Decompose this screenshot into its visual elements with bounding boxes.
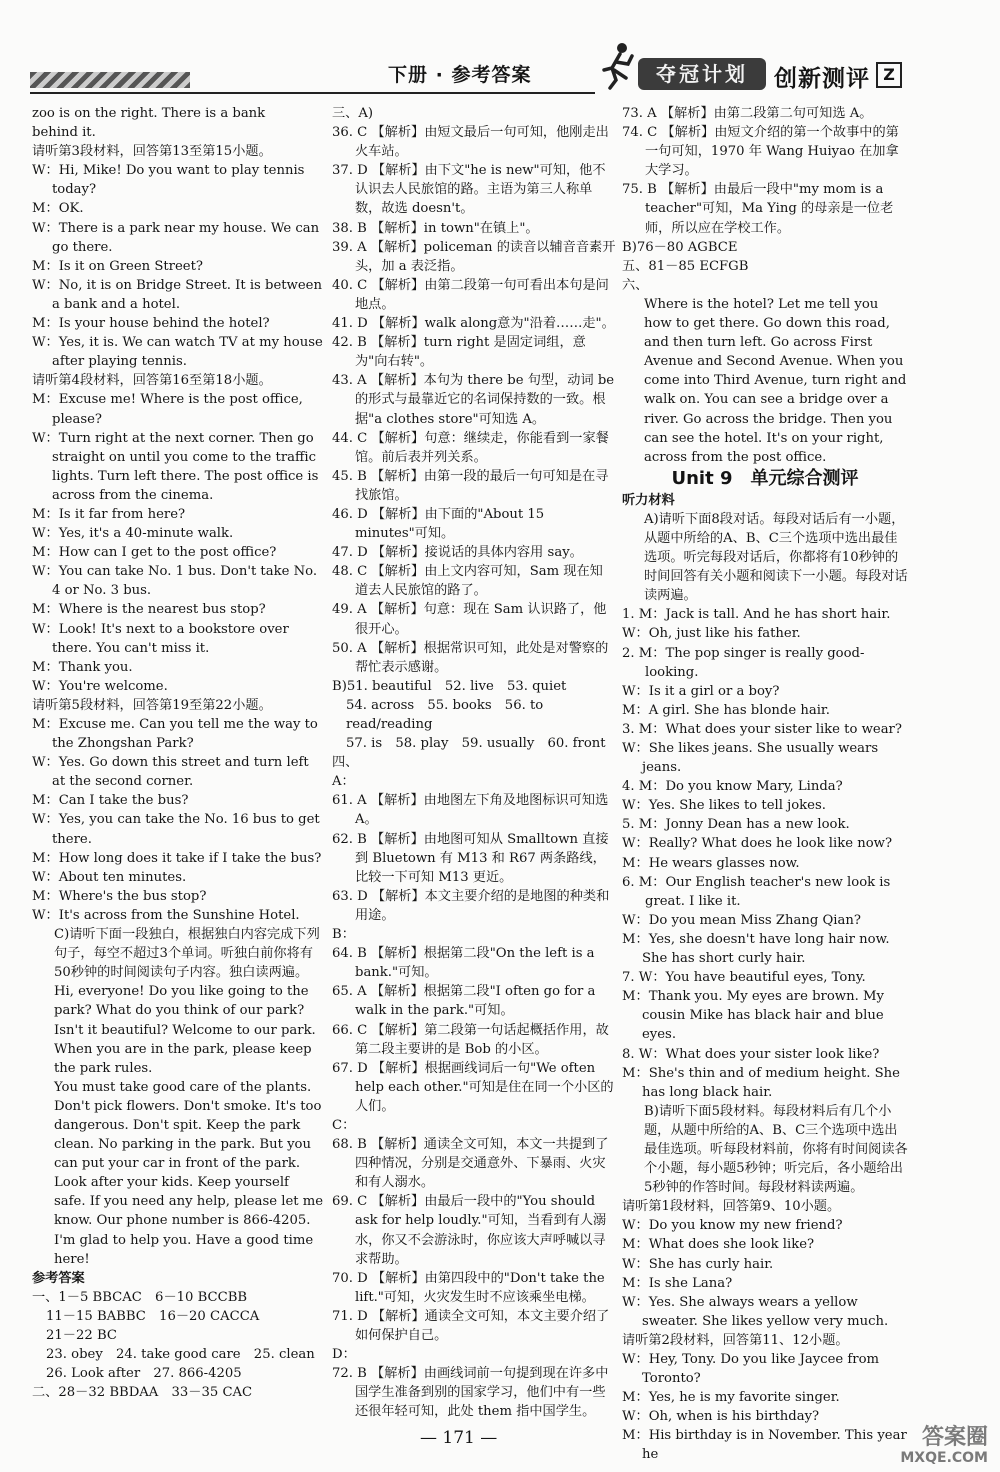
text-line: W：Do you know my new friend? xyxy=(622,1218,843,1234)
section-heading: 听力材料 xyxy=(622,492,675,508)
text-line: Hi, everyone! Do you like going to the park? What do you think of our park? Isn't it beautiful? Welcome to our park. When you are in the park, please keep the park rules. xyxy=(54,984,316,1076)
text-line: M：Can I take the bus? xyxy=(32,793,189,809)
text-line: 11－15 BABBC 16－20 CACCA xyxy=(46,1308,260,1324)
text-line: 47. D 【解析】接说话的具体内容用 say。 xyxy=(332,545,583,561)
text-line: 23. obey 24. take good care 25. clean xyxy=(46,1347,315,1363)
text-line: 26. Look after 27. 866-4205 xyxy=(46,1366,242,1382)
text-line: W：Yes, it is. We can watch TV at my house after playing tennis. xyxy=(32,335,323,370)
text-line: 六、 xyxy=(622,277,649,293)
brand-text: 创新测评 xyxy=(774,66,870,92)
header-stripe-decoration xyxy=(30,72,190,88)
text-line: 74. C 【解析】由短文介绍的第一个故事中的第一句可知，1970 年 Wang Huiyao 在加拿大学习。 xyxy=(622,125,899,179)
unit-heading: Unit 9 单元综合测评 xyxy=(671,467,859,489)
text-line: M：Excuse me! Where is the post office, please? xyxy=(32,392,303,427)
text-line: 40. C 【解析】由第二段第一句可看出本句是问地点。 xyxy=(332,277,609,312)
text-line: 69. C 【解析】由最后一段中的"You should ask for help loudly."可知，当看到有人溺水，你又不会游泳时，你应该大声呼喊以寻求帮助。 xyxy=(332,1194,607,1267)
text-line: 61. A 【解析】由地图左下角及地图标识可知选 A。 xyxy=(332,793,609,828)
text-line: 39. A 【解析】policeman 的读音以辅音音素开头，加 a 表泛指。 xyxy=(332,239,616,274)
header-rule xyxy=(30,92,595,94)
brand-logo-mark: Z xyxy=(876,62,902,88)
text-line: M：Is it on Green Street? xyxy=(32,258,203,274)
text-line: 54. across 55. books 56. to read/reading xyxy=(346,697,544,732)
text-line: M：Thank you. xyxy=(32,659,133,675)
text-line: M：A girl. She has blonde hair. xyxy=(622,702,830,718)
text-line: M：What does she look like? xyxy=(622,1237,815,1253)
text-line: W：Hi, Mike! Do you want to play tennis today? xyxy=(32,163,305,198)
text-line: M：Where's the bus stop? xyxy=(32,888,207,904)
text-line: W：Yes. Go down this street and turn left at the second corner. xyxy=(32,755,309,790)
text-line: 46. D 【解析】由下面的"About 15 minutes"可知。 xyxy=(332,506,545,542)
text-line: 请听第2段材料，回答第11、12小题。 xyxy=(622,1332,849,1348)
text-line: W：You can take No. 1 bus. Don't take No. 4 or No. 3 bus. xyxy=(32,564,318,599)
text-line: 71. D 【解析】通读全文可知，本文主要介绍了如何保护自己。 xyxy=(332,1308,610,1343)
text-line: 三、A) xyxy=(332,106,374,121)
text-line: M：Is your house behind the hotel? xyxy=(32,316,270,332)
text-line: 63. D 【解析】本文主要介绍的是地图的种类和用途。 xyxy=(332,888,610,923)
text-line: 2. M：The pop singer is really good-looking. xyxy=(622,645,865,680)
text-line: 一、1－5 BBCAC 6－10 BCCBB xyxy=(32,1289,248,1305)
text-line: M：How long does it take if I take the bus? xyxy=(32,850,322,866)
text-line: 7. W：You have beautiful eyes, Tony. xyxy=(622,970,866,986)
text-line: W：Look! It's next to a bookstore over there. You can't miss it. xyxy=(32,621,289,656)
text-line: M：Excuse me. Can you tell me the way to the Zhongshan Park? xyxy=(32,717,318,752)
text-line: 73. A 【解析】由第二段第二句可知选 A。 xyxy=(622,106,873,121)
text-line: C： xyxy=(332,1117,356,1133)
text-line: 44. C 【解析】句意：继续走，你能看到一家餐馆。前后表并列关系。 xyxy=(332,430,609,465)
text-line: W：Yes. She always wears a yellow sweater. She likes yellow very much. xyxy=(622,1294,889,1329)
text-line: 请听第4段材料，回答第16至第18小题。 xyxy=(32,373,272,389)
text-line: M：Thank you. My eyes are brown. My cousin Mike has black hair and blue eyes. xyxy=(622,989,884,1043)
text-line: 21－22 BC xyxy=(46,1328,117,1343)
text-line: 4. M：Do you know Mary, Linda? xyxy=(622,779,843,795)
text-line: B： xyxy=(332,927,355,943)
text-line: W：Oh, just like his father. xyxy=(622,626,801,642)
text-line: W：Hey, Tony. Do you like Jaycee from Toronto? xyxy=(622,1352,880,1387)
text-line: M：Where is the nearest bus stop? xyxy=(32,602,266,618)
text-line: You must take good care of the plants. Don't pick flowers. Don't smoke. It's too dangerous. Don't spit. Keep the park clean. No parking in the park. But you can put your car in front of the park. Look after your kids. Keep yourself safe. If you need any help, please let me know. Our phone number is 866-4205. I'm glad to help you. Have a good time here! xyxy=(54,1079,324,1267)
text-line: 请听第1段材料，回答第9、10小题。 xyxy=(622,1199,841,1215)
runner-icon xyxy=(600,40,636,90)
text-line: 64. B 【解析】根据第二段"On the left is a bank."可知。 xyxy=(332,946,595,981)
text-line: 5. M：Jonny Dean has a new look. xyxy=(622,817,850,833)
text-line: W：Turn right at the next corner. Then go straight on until you come to the traffic lights. Turn left there. The post office is across from the cinema. xyxy=(32,430,319,503)
text-line: zoo is on the right. There is a bank xyxy=(32,106,266,121)
text-line: 70. D 【解析】由第四段中的"Don't take the lift."可知，火灾发生时不应该乘坐电梯。 xyxy=(332,1270,605,1305)
text-line: 请听第3段材料，回答第13至第15小题。 xyxy=(32,144,272,160)
section-heading: 参考答案 xyxy=(32,1270,85,1286)
text-line: 1. M：Jack is tall. And he has short hair. xyxy=(622,607,891,623)
text-line: 66. C 【解析】第二段第一句话起概括作用，故第二段主要讲的是 Bob 的小区。 xyxy=(332,1022,609,1057)
brand-name-box: 夺冠计划 xyxy=(638,58,766,90)
watermark-line-1: 答案圈 xyxy=(921,1425,988,1450)
text-line: W：She has curly hair. xyxy=(622,1256,774,1272)
text-line: A)请听下面8段对话。每段对话后有一小题，从题中所给的A、B、C三个选项中选出最佳选项。听完每段对话后，你都将有10秒钟的时间回答有关小题和阅读下一小题。每段对话读两遍。 xyxy=(644,511,908,604)
text-line: W：You're welcome. xyxy=(32,678,168,694)
text-line: W：Yes. She likes to tell jokes. xyxy=(622,798,826,814)
text-line: 42. B 【解析】turn right 是固定词组，意为"向右转"。 xyxy=(332,335,586,370)
text-line: A： xyxy=(332,774,355,790)
page-header xyxy=(0,0,1000,96)
text-line: 41. D 【解析】walk along意为"沿着……走"。 xyxy=(332,316,615,332)
text-line: M：His birthday is in November. This year he xyxy=(622,1428,907,1463)
text-line: 四、 xyxy=(332,755,359,771)
text-line: 48. C 【解析】由上文内容可知，Sam 现在知道去人民旅馆的路了。 xyxy=(332,564,603,599)
text-line: W：There is a park near my house. We can go there. xyxy=(32,220,320,255)
text-column-middle xyxy=(332,104,616,1421)
text-line: M：Yes, he is my favorite singer. xyxy=(622,1390,840,1406)
text-line: W：Do you mean Miss Zhang Qian? xyxy=(622,912,861,928)
text-line: W：Yes, you can take the No. 16 bus to get there. xyxy=(32,812,320,847)
text-line: W：Really? What does he look like now? xyxy=(622,836,893,852)
text-line: 3. M：What does your sister like to wear? xyxy=(622,721,902,737)
text-line: 38. B 【解析】in town"在镇上"。 xyxy=(332,220,539,236)
text-line: M：How can I get to the post office? xyxy=(32,545,277,561)
text-line: 43. A 【解析】本句为 there be 句型，动词 be 的形式与最靠近它的名词保持数的一致。根据"a clothes store"可知选 A。 xyxy=(332,373,615,427)
text-line: B)请听下面5段材料。每段材料后有几个小题，从题中所给的A、B、C三个选项中选出最佳选项。听每段材料前，你将有时间阅读各个小题，每小题5秒钟；听完后，各小题给出5秒钟的作答时间。每段材料读两遍。 xyxy=(644,1103,908,1196)
text-line: 36. C 【解析】由短文最后一句可知，他刚走出火车站。 xyxy=(332,125,609,160)
text-line: W：Oh, when is his birthday? xyxy=(622,1409,820,1425)
page-number: — 171 — xyxy=(420,1428,498,1448)
text-line: W：Is it a girl or a boy? xyxy=(622,683,780,699)
text-line: 68. B 【解析】通读全文可知，本文一共提到了四种情况，分别是交通意外、下暴雨、火灾和有人溺水。 xyxy=(332,1137,609,1191)
text-line: M：Is it far from here? xyxy=(32,506,186,522)
text-line: M：Yes, she doesn't have long hair now. She has short curly hair. xyxy=(622,931,890,967)
text-line: D： xyxy=(332,1347,356,1363)
text-line: W：She likes jeans. She usually wears jeans. xyxy=(622,741,879,776)
text-line: M：She's thin and of medium height. She has long black hair. xyxy=(622,1065,900,1100)
text-line: 50. A 【解析】根据常识可知，此处是对警察的帮忙表示感谢。 xyxy=(332,640,609,675)
text-line: W：About ten minutes. xyxy=(32,869,187,885)
text-line: W：No, it is on Bridge Street. It is between a bank and a hotel. xyxy=(32,277,322,312)
text-line: 8. W：What does your sister look like? xyxy=(622,1046,880,1062)
header-title: 下册 · 参考答案 xyxy=(388,64,532,86)
text-line: 请听第5段材料，回答第19至第22小题。 xyxy=(32,697,272,713)
text-line: W：Yes, it's a 40-minute walk. xyxy=(32,526,234,542)
text-line: 72. B 【解析】由画线词前一句提到现在许多中国学生准备到别的国家学习，他们中有一些还很年轻可知，此处 them 指中国学生。 xyxy=(332,1366,609,1420)
text-line: C)请听下面一段独白，根据独白内容完成下列句子，每空不超过3个单词。听独白前你将有50秒钟的时间阅读句子内容。独白读两遍。 xyxy=(54,927,320,981)
text-line: M：He wears glasses now. xyxy=(622,855,800,871)
text-line: behind it. xyxy=(32,125,96,141)
text-line: W：It's across from the Sunshine Hotel. xyxy=(32,907,300,923)
text-line: 67. D 【解析】根据画线词后一句"We often help each other."可知是住在同一个小区的人们。 xyxy=(332,1060,614,1114)
text-line: 37. D 【解析】由下文"he is new"可知，他不认识去人民旅馆的路。主语为第三人称单数，故选 doesn't。 xyxy=(332,163,606,217)
text-line: 62. B 【解析】由地图可知从 Smalltown 直接到 Bluetown 有 M13 和 R67 两条路线，比较一下可知 M13 更近。 xyxy=(332,831,609,885)
text-line: 75. B 【解析】由最后一段中"my mom is a teacher"可知，Ma Ying 的母亲是一位老师，所以应在学校工作。 xyxy=(622,182,894,236)
text-line: M：Is she Lana? xyxy=(622,1275,733,1291)
text-line: 五、81－85 ECFGB xyxy=(622,258,749,274)
text-line: M：OK. xyxy=(32,201,84,217)
watermark-line-2: MXQE.COM xyxy=(900,1450,988,1466)
text-line: Where is the hotel? Let me tell you how to get there. Go down this road, and then turn left. Go across First Avenue and Second Avenue. When you come into Third Avenue, turn right and walk on. You can see a bridge over a river. Go across the bridge. Then you can see the hotel. It's on your right, across from the post office. xyxy=(644,296,907,465)
text-line: B)51. beautiful 52. live 53. quiet xyxy=(332,678,567,694)
text-column-left xyxy=(32,104,324,1402)
text-line: B)76－80 AGBCE xyxy=(622,239,738,255)
text-line: 45. B 【解析】由第一段的最后一句可知是在寻找旅馆。 xyxy=(332,468,609,503)
watermark-logo xyxy=(828,1425,988,1470)
text-line: 65. A 【解析】根据第二段"I often go for a walk in the park."可知。 xyxy=(332,984,596,1019)
text-line: 57. is 58. play 59. usually 60. front xyxy=(346,736,606,752)
text-column-right xyxy=(622,104,908,1465)
text-line: 6. M：Our English teacher's new look is great. I like it. xyxy=(622,874,891,909)
text-line: 二、28－32 BBDAA 33－35 CAC xyxy=(32,1385,253,1401)
text-line: 49. A 【解析】句意：现在 Sam 认识路了，他很开心。 xyxy=(332,602,607,637)
